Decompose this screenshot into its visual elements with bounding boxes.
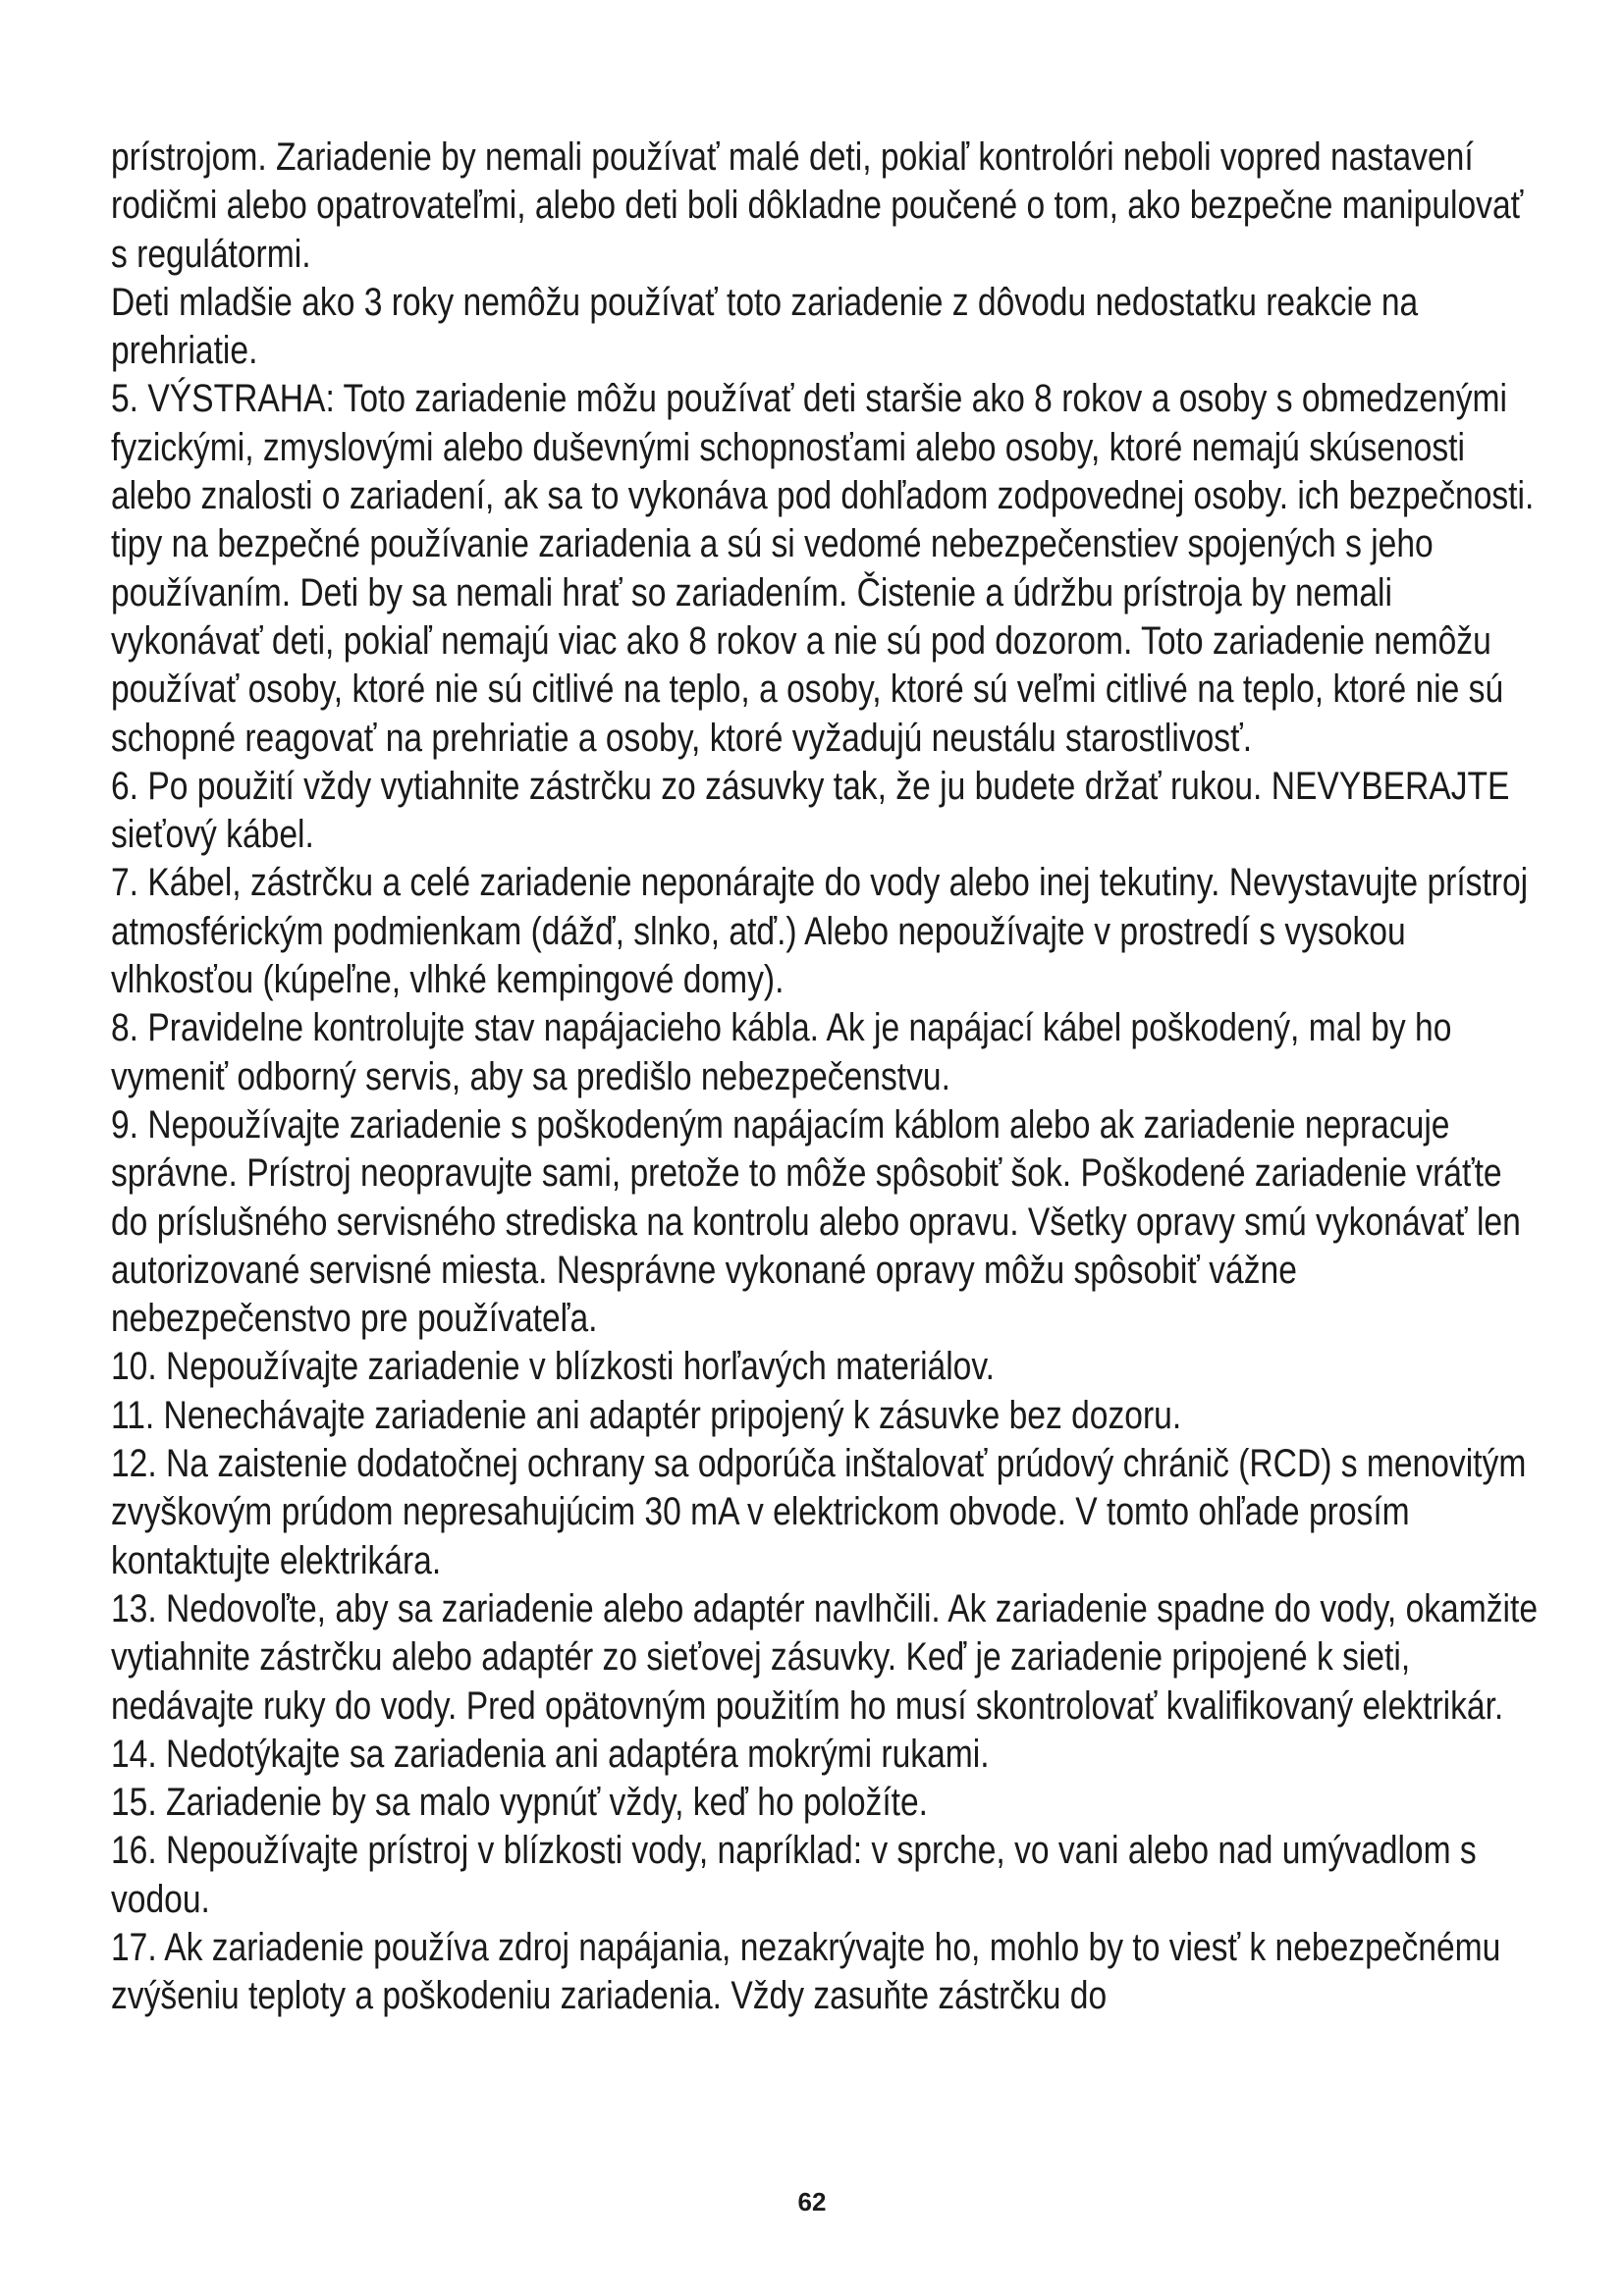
body-text [111,133,1544,2021]
paragraph-item-6: 6. Po použití vždy vytiahnite zástrčku zo zásuvky tak, že ju budete držať rukou. NEVYBERAJTE sieťový kábel. [111,764,1510,857]
paragraph-item-17: 17. Ak zariadenie používa zdroj napájania, nezakrývajte ho, mohlo by to viesť k nebezpečnému zvýšeniu teploty a poškodeniu zariadenia. Vždy zasuňte zástrčku do [111,1925,1501,2018]
paragraph-item-12: 12. Na zaistenie dodatočnej ochrany sa odporúča inštalovať prúdový chránič (RCD) s menovitým zvyškovým prúdom nepresahujúcim 30 mA v elektrickom obvode. V tomto ohľade prosím kontaktujte elektrikára. [111,1442,1527,1582]
paragraph-item-14: 14. Nedotýkajte sa zariadenia ani adaptéra mokrými rukami. [111,1732,990,1776]
paragraph-item-8: 8. Pravidelne kontrolujte stav napájacieho kábla. Ak je napájací kábel poškodený, mal by ho vymeniť odborný servis, aby sa predišlo nebezpečenstvu. [111,1006,1452,1098]
paragraph-children-under-3: Deti mladšie ako 3 roky nemôžu používať toto zariadenie z dôvodu nedostatku reakcie na prehriatie. [111,280,1419,373]
paragraph-item-16: 16. Nepoužívajte prístroj v blízkosti vody, napríklad: v sprche, vo vani alebo nad umývadlom s vodou. [111,1829,1477,1921]
paragraph-item-11: 11. Nenechávajte zariadenie ani adaptér pripojený k zásuvke bez dozoru. [111,1393,1182,1437]
paragraph-continuation: prístrojom. Zariadenie by nemali používať malé deti, pokiaľ kontrolóri neboli vopred nastavení rodičmi alebo opatrovateľmi, alebo deti boli dôkladne poučené o tom, ako bezpečne manipulovať s regulátormi. [111,135,1524,276]
page-number: 62 [797,2187,827,2216]
paragraph-item-13: 13. Nedovoľte, aby sa zariadenie alebo adaptér navlhčili. Ak zariadenie spadne do vody, okamžite vytiahnite zástrčku alebo adaptér zo sieťovej zásuvky. Keď je zariadenie pripojené k sieti, nedávajte ruky do vody. Pred opätovným použitím ho musí skontrolovať kvalifikovaný elektrikár. [111,1586,1539,1728]
paragraph-item-7: 7. Kábel, zástrčku a celé zariadenie neponárajte do vody alebo inej tekutiny. Nevystavujte prístroj atmosférickým podmienkam (dážď, slnko, atď.) Alebo nepoužívajte v prostredí s vysokou vlhkosťou (kúpeľne, vlhké kempingové domy). [111,861,1529,1002]
paragraph-item-9: 9. Nepoužívajte zariadenie s poškodeným napájacím káblom alebo ak zariadenie nepracuje správne. Prístroj neopravujte sami, pretože to môže spôsobiť šok. Poškodené zariadenie vráťte do príslušného servisného strediska na kontrolu alebo opravu. Všetky opravy smú vykonávať len autorizované servisné miesta. Nesprávne vykonané opravy môžu spôsobiť vážne nebezpečenstvo pre používateľa. [111,1102,1521,1341]
paragraph-item-10: 10. Nepoužívajte zariadenie v blízkosti horľavých materiálov. [111,1345,996,1389]
paragraph-item-15: 15. Zariadenie by sa malo vypnúť vždy, keď ho položíte. [111,1781,929,1825]
paragraph-item-5: 5. VÝSTRAHA: Toto zariadenie môžu používať deti staršie ako 8 rokov a osoby s obmedzenými fyzickými, zmyslovými alebo duševnými schopnosťami alebo osoby, ktoré nemajú skúsenosti alebo znalosti o zariadení, ak sa to vykonáva pod dohľadom zodpovednej osoby. ich bezpečnosti. tipy na bezpečné používanie zariadenia a sú si vedomé nebezpečenstiev spojených s jeho používaním. Deti by sa nemali hrať so zariadením. Čistenie a údržbu prístroja by nemali vykonávať deti, pokiaľ nemajú viac ako 8 rokov a nie sú pod dozorom. Toto zariadenie nemôžu používať osoby, ktoré nie sú citlivé na teplo, a osoby, ktoré sú veľmi citlivé na teplo, ktoré nie sú schopné reagovať na prehriatie a osoby, ktoré vyžadujú neustálu starostlivosť. [111,377,1535,760]
